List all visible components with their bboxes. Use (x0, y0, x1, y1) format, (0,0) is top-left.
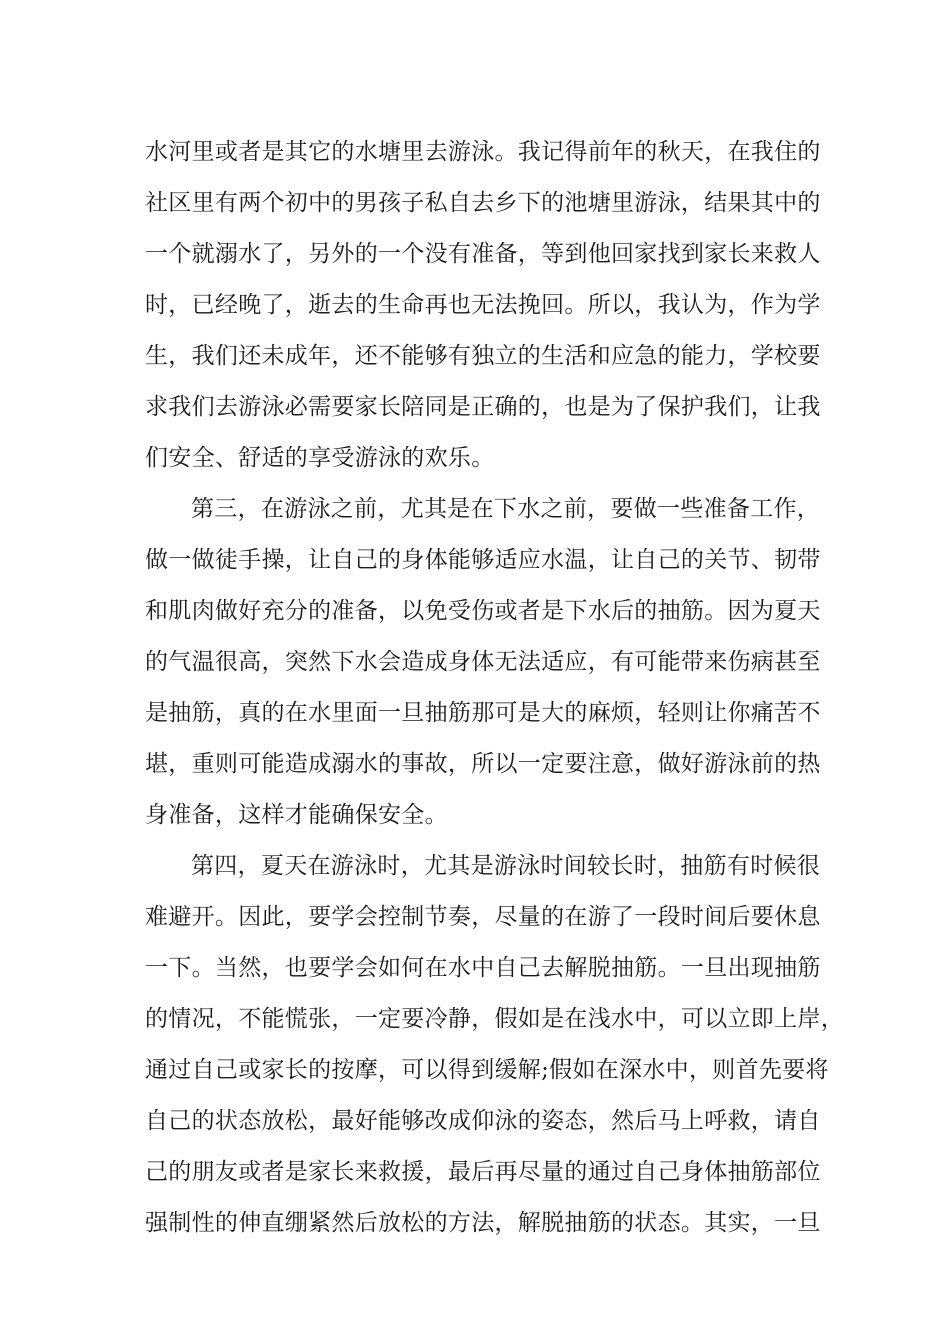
text-line: 和肌肉做好充分的准备，以免受伤或者是下水后的抽筋。因为夏天 (145, 598, 821, 624)
text-line: 通过自己或家长的按摩，可以得到缓解;假如在深水中，则首先要将 (145, 1057, 829, 1083)
text-line: 强制性的伸直绷紧然后放松的方法，解脱抽筋的状态。其实，一旦 (145, 1210, 821, 1236)
text-line: 的情况，不能慌张，一定要冷静，假如是在浅水中，可以立即上岸， (145, 1006, 844, 1032)
text-line: 的气温很高，突然下水会造成身体无法适应，有可能带来伤病甚至 (145, 649, 821, 675)
paragraph-3 (145, 841, 844, 1249)
text-line: 难避开。因此，要学会控制节奏，尽量的在游了一段时间后要休息 (145, 904, 821, 930)
text-line: 时，已经晚了，逝去的生命再也无法挽回。所以，我认为，作为学 (145, 292, 821, 318)
text-line: 水河里或者是其它的水塘里去游泳。我记得前年的秋天，在我住的 (145, 139, 821, 165)
text-line: 己的朋友或者是家长来救援，最后再尽量的通过自己身体抽筋部位 (145, 1159, 821, 1185)
text-line: 自己的状态放松，最好能够改成仰泳的姿态，然后马上呼救，请自 (145, 1108, 821, 1134)
text-line: 做一做徒手操，让自己的身体能够适应水温，让自己的关节、韧带 (145, 547, 821, 573)
text-line: 们安全、舒适的享受游泳的欢乐。 (145, 445, 495, 471)
paragraph-2 (145, 484, 825, 841)
text-line-indented: 第四，夏天在游泳时，尤其是游泳时间较长时，抽筋有时候很 (191, 853, 821, 879)
text-line: 社区里有两个初中的男孩子私自去乡下的池塘里游泳，结果其中的 (145, 190, 821, 216)
text-line: 是抽筋，真的在水里面一旦抽筋那可是大的麻烦，轻则让你痛苦不 (145, 700, 821, 726)
text-line: 身准备，这样才能确保安全。 (145, 802, 448, 828)
text-line: 一下。当然，也要学会如何在水中自己去解脱抽筋。一旦出现抽筋 (145, 955, 821, 981)
text-line: 堪，重则可能造成溺水的事故，所以一定要注意，做好游泳前的热 (145, 751, 821, 777)
body-text (145, 127, 844, 1249)
text-line: 一个就溺水了，另外的一个没有准备，等到他回家找到家长来救人 (145, 241, 821, 267)
text-line: 求我们去游泳必需要家长陪同是正确的，也是为了保护我们，让我 (145, 394, 821, 420)
text-line-indented: 第三，在游泳之前，尤其是在下水之前，要做一些准备工作， (191, 496, 821, 522)
paragraph-1 (145, 127, 825, 484)
text-line: 生，我们还未成年，还不能够有独立的生活和应急的能力，学校要 (145, 343, 821, 369)
